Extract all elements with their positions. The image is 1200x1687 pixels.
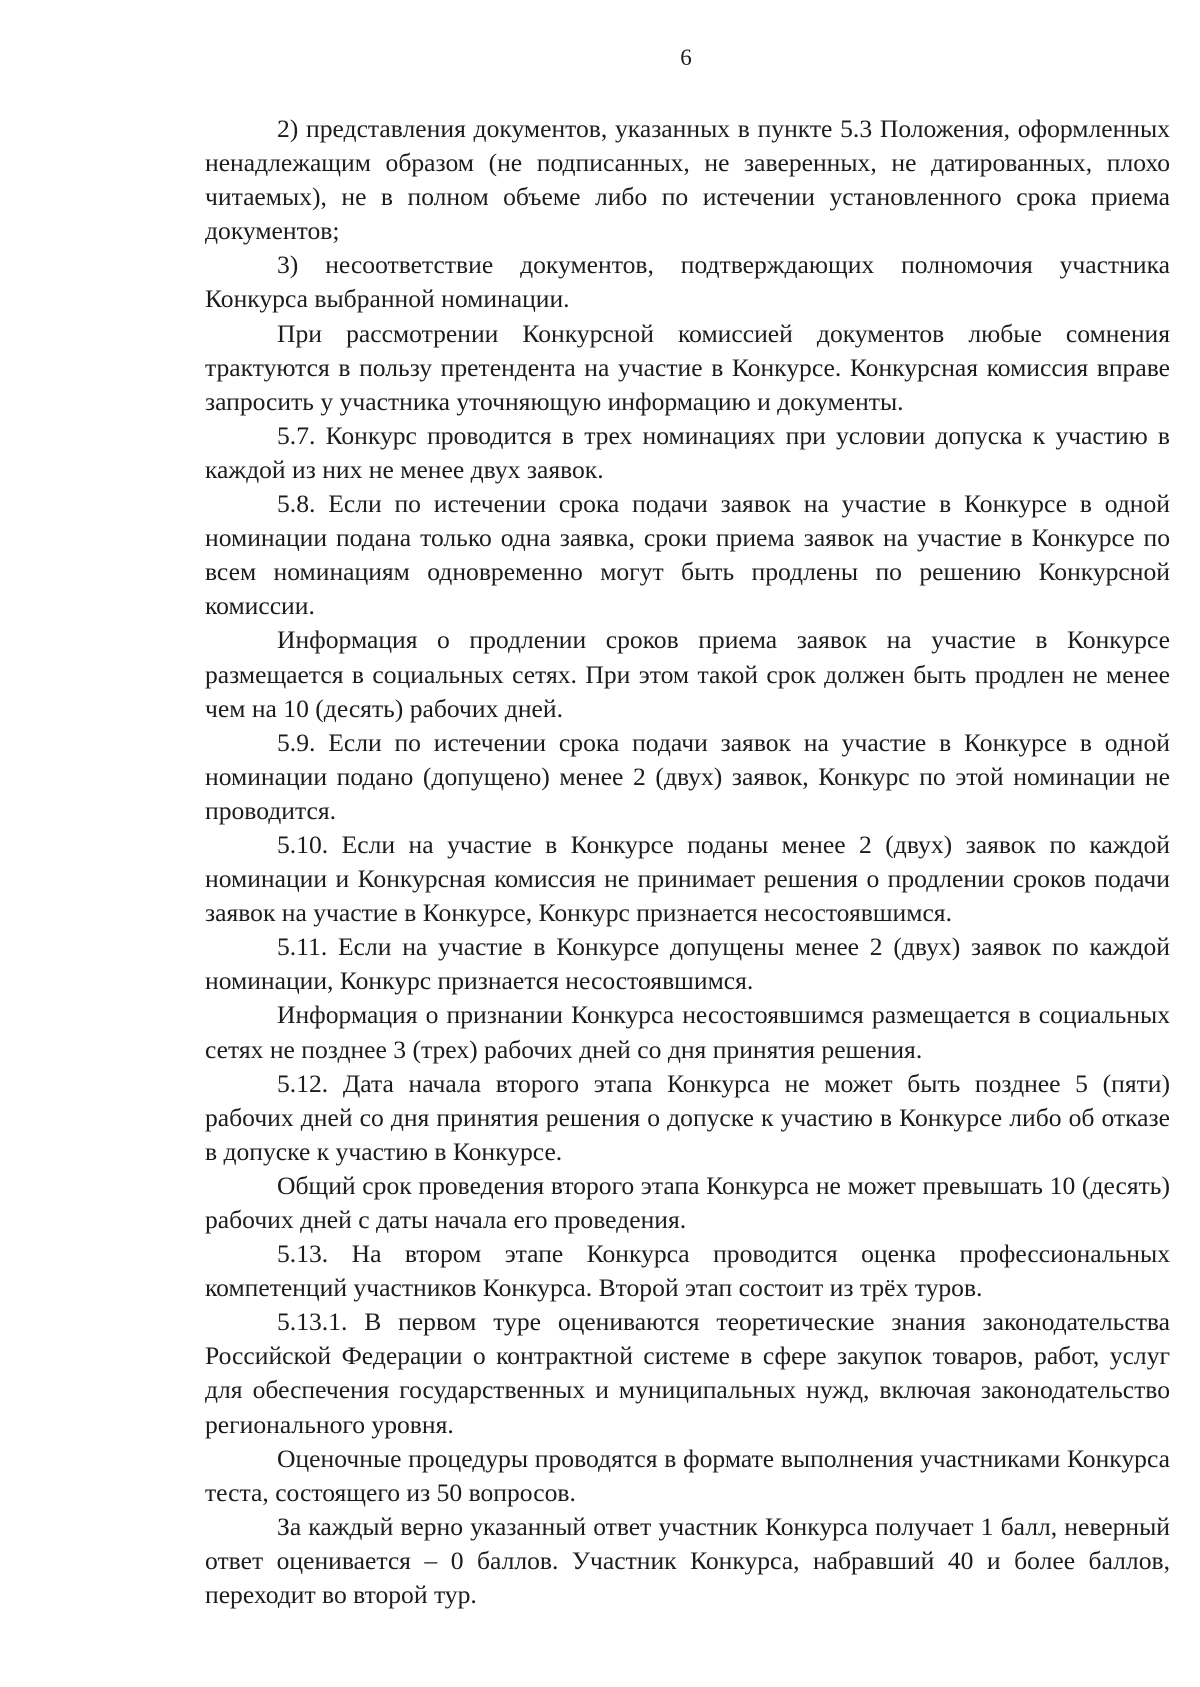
- paragraph: 3) несоответствие документов, подтверждающих полномочия участника Конкурса выбранной номинации.: [205, 250, 1170, 314]
- body-text: [205, 112, 1170, 1612]
- paragraph: 5.9. Если по истечении срока подачи заявок на участие в Конкурсе в одной номинации подано (допущено) менее 2 (двух) заявок, Конкурс по этой номинации не проводится.: [205, 727, 1170, 825]
- paragraph: 5.7. Конкурс проводится в трех номинациях при условии допуска к участию в каждой из них не менее двух заявок.: [205, 420, 1170, 484]
- page-number: 6: [680, 45, 692, 70]
- paragraph: При рассмотрении Конкурсной комиссией документов любые сомнения трактуются в пользу претендента на участие в Конкурсе. Конкурсная комиссия вправе запросить у участника уточняющую информацию и документы.: [205, 318, 1170, 416]
- paragraph: 2) представления документов, указанных в пункте 5.3 Положения, оформленных ненадлежащим образом (не подписанных, не заверенных, не датированных, плохо читаемых), не в полном объеме либо по истечении установленного срока приема документов;: [205, 114, 1170, 246]
- paragraph: 5.8. Если по истечении срока подачи заявок на участие в Конкурсе в одной номинации подана только одна заявка, сроки приема заявок на участие в Конкурсе по всем номинациям одновременно могут быть продлены по решению Конкурсной комиссии.: [205, 489, 1170, 621]
- paragraph: За каждый верно указанный ответ участник Конкурса получает 1 балл, неверный ответ оценивается – 0 баллов. Участник Конкурса, набравший 40 и более баллов, переходит во второй тур.: [205, 1511, 1170, 1610]
- paragraph: Общий срок проведения второго этапа Конкурса не может превышать 10 (десять) рабочих дней с даты начала его проведения.: [205, 1170, 1170, 1234]
- paragraph: 5.13.1. В первом туре оцениваются теоретические знания законодательства Российской Федерации о контрактной системе в сфере закупок товаров, работ, услуг для обеспечения государственных и муниципальных нужд, включая законодательство регионального уровня.: [205, 1307, 1170, 1439]
- paragraph: 5.12. Дата начала второго этапа Конкурса не может быть позднее 5 (пяти) рабочих дней со дня принятия решения о допуске к участию в Конкурсе либо об отказе в допуске к участию в Конкурсе.: [205, 1068, 1170, 1166]
- paragraph: Информация о продлении сроков приема заявок на участие в Конкурсе размещается в социальных сетях. При этом такой срок должен быть продлен не менее чем на 10 (десять) рабочих дней.: [205, 625, 1170, 723]
- paragraph: Оценочные процедуры проводятся в формате выполнения участниками Конкурса теста, состоящего из 50 вопросов.: [205, 1443, 1170, 1507]
- paragraph: 5.10. Если на участие в Конкурсе поданы менее 2 (двух) заявок по каждой номинации и Конкурсная комиссия не принимает решения о продлении сроков подачи заявок на участие в Конкурсе, Конкурс признается несостоявшимся.: [205, 829, 1170, 928]
- paragraph: 5.13. На втором этапе Конкурса проводится оценка профессиональных компетенций участников Конкурса. Второй этап состоит из трёх туров.: [205, 1239, 1170, 1303]
- paragraph: Информация о признании Конкурса несостоявшимся размещается в социальных сетях не позднее 3 (трех) рабочих дней со дня принятия решения.: [205, 1000, 1170, 1064]
- paragraph: 5.11. Если на участие в Конкурсе допущены менее 2 (двух) заявок по каждой номинации, Конкурс признается несостоявшимся.: [205, 932, 1170, 996]
